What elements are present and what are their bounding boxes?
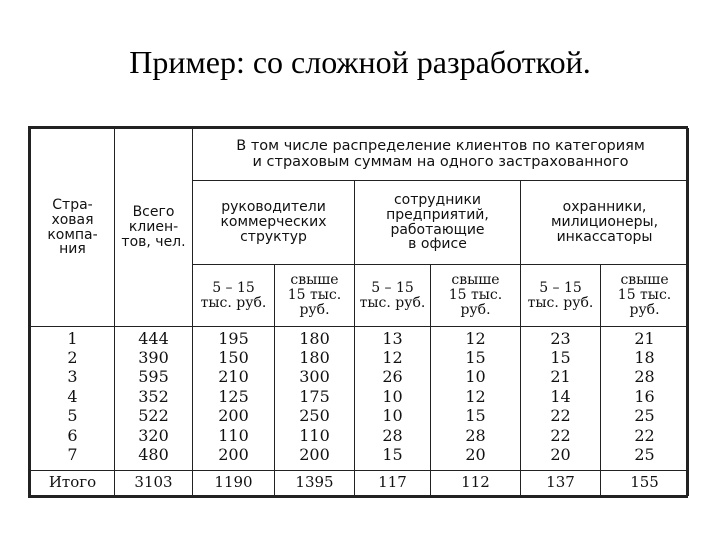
table-cell: 6 xyxy=(67,425,78,445)
table-cell: 21 xyxy=(634,328,655,348)
table-cell: 28 xyxy=(634,367,655,387)
table-cell: 15 xyxy=(465,406,486,426)
data-rows-block xyxy=(31,327,689,471)
total-clients: 3103 xyxy=(115,471,193,496)
table-cell: 522 xyxy=(138,406,169,426)
table-cell: 28 xyxy=(382,425,403,445)
total-managers-high: 1395 xyxy=(275,471,355,496)
table-cell: 480 xyxy=(138,444,169,464)
total-office-low: 117 xyxy=(355,471,431,496)
table-cell: 28 xyxy=(465,425,486,445)
table-cell: 15 xyxy=(550,348,571,368)
table-cell: 14 xyxy=(550,386,571,406)
column-total-values xyxy=(115,327,193,471)
header-distribution-group: В том числе распределение клиентов по категориям и страховым суммам на одного застрахованного xyxy=(193,129,689,181)
header-sub-high: свыше 15 тыс. руб. xyxy=(275,265,355,327)
table-cell: 195 xyxy=(218,328,249,348)
header-category-office-staff: сотрудники предприятий, работающие в офисе xyxy=(355,181,521,265)
table-cell: 18 xyxy=(634,348,655,368)
table-cell: 10 xyxy=(382,406,403,426)
table-cell: 444 xyxy=(138,328,169,348)
table-cell: 12 xyxy=(465,328,486,348)
header-category-guards: охранники, милиционеры, инкассаторы xyxy=(521,181,689,265)
header-category-managers: руководители коммерческих структур xyxy=(193,181,355,265)
table-cell: 200 xyxy=(218,406,249,426)
table-cell: 13 xyxy=(382,328,403,348)
table-cell: 320 xyxy=(138,425,169,445)
totals-label: Итого xyxy=(31,471,115,496)
slide-title: Пример: со сложной разработкой. xyxy=(129,44,591,80)
header-sub-low: 5 – 15 тыс. руб. xyxy=(521,265,601,327)
table-cell: 25 xyxy=(634,444,655,464)
table-cell: 23 xyxy=(550,328,571,348)
header-company: Стра- ховая компа- ния xyxy=(31,129,115,327)
column-guards-low-values xyxy=(521,327,601,471)
table-cell: 180 xyxy=(299,328,330,348)
column-office-low-values xyxy=(355,327,431,471)
table-cell: 175 xyxy=(299,386,330,406)
table-cell: 4 xyxy=(67,386,78,406)
insurance-clients-table xyxy=(30,128,689,496)
table-cell: 3 xyxy=(67,367,78,387)
table-cell: 12 xyxy=(465,386,486,406)
table-cell: 10 xyxy=(382,386,403,406)
column-managers-low-values xyxy=(193,327,275,471)
table-cell: 200 xyxy=(218,444,249,464)
table-cell: 21 xyxy=(550,367,571,387)
table-cell: 352 xyxy=(138,386,169,406)
column-managers-high-values xyxy=(275,327,355,471)
header-sub-high: свыше 15 тыс. руб. xyxy=(601,265,689,327)
table-cell: 12 xyxy=(382,348,403,368)
header-row-1 xyxy=(31,129,689,181)
column-office-high-values xyxy=(431,327,521,471)
table-cell: 110 xyxy=(218,425,249,445)
table-cell: 16 xyxy=(634,386,655,406)
total-managers-low: 1190 xyxy=(193,471,275,496)
table-cell: 22 xyxy=(550,406,571,426)
data-table-frame xyxy=(28,126,688,498)
table-cell: 7 xyxy=(67,444,78,464)
table-cell: 15 xyxy=(382,444,403,464)
table-cell: 250 xyxy=(299,406,330,426)
total-guards-high: 155 xyxy=(601,471,689,496)
table-cell: 390 xyxy=(138,348,169,368)
totals-row xyxy=(31,471,689,496)
header-sub-high: свыше 15 тыс. руб. xyxy=(431,265,521,327)
header-total-clients: Всего клиен- тов, чел. xyxy=(115,129,193,327)
total-guards-low: 137 xyxy=(521,471,601,496)
table-cell: 20 xyxy=(465,444,486,464)
table-cell: 26 xyxy=(382,367,403,387)
table-cell: 200 xyxy=(299,444,330,464)
table-cell: 180 xyxy=(299,348,330,368)
column-guards-high-values xyxy=(601,327,689,471)
table-cell: 150 xyxy=(218,348,249,368)
table-cell: 20 xyxy=(550,444,571,464)
total-office-high: 112 xyxy=(431,471,521,496)
header-sub-low: 5 – 15 тыс. руб. xyxy=(193,265,275,327)
table-cell: 210 xyxy=(218,367,249,387)
table-cell: 10 xyxy=(465,367,486,387)
table-cell: 595 xyxy=(138,367,169,387)
table-cell: 5 xyxy=(67,406,78,426)
table-cell: 25 xyxy=(634,406,655,426)
table-cell: 15 xyxy=(465,348,486,368)
table-cell: 1 xyxy=(67,328,78,348)
table-cell: 300 xyxy=(299,367,330,387)
table-cell: 125 xyxy=(218,386,249,406)
header-sub-low: 5 – 15 тыс. руб. xyxy=(355,265,431,327)
table-cell: 2 xyxy=(67,348,78,368)
table-cell: 22 xyxy=(634,425,655,445)
column-company-values xyxy=(31,327,115,471)
table-cell: 22 xyxy=(550,425,571,445)
table-cell: 110 xyxy=(299,425,330,445)
